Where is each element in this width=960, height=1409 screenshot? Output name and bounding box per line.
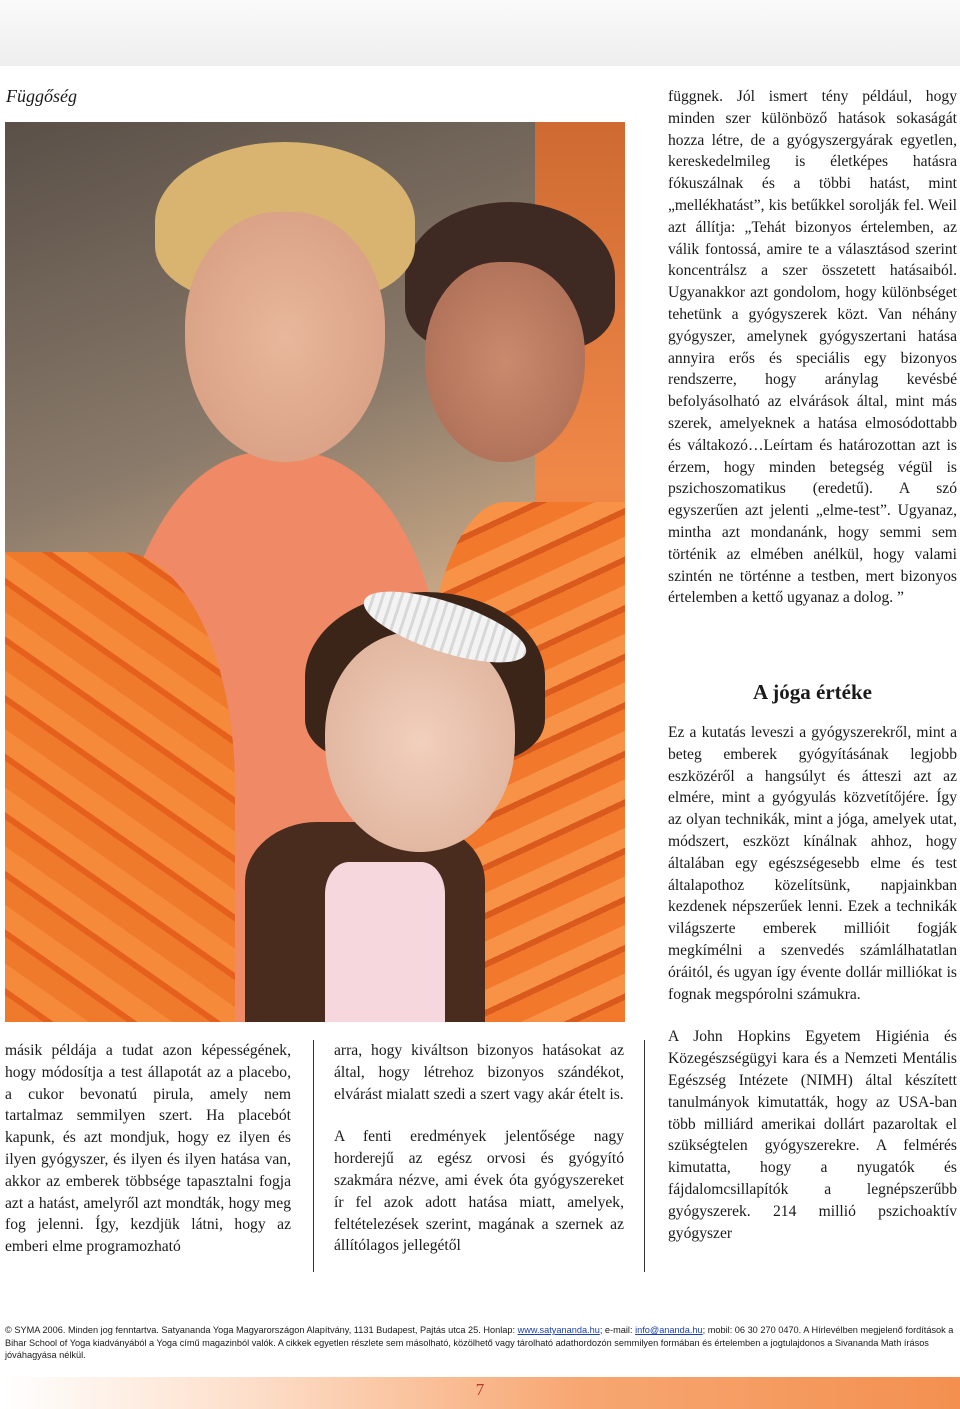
footer-text-3: ; mobil: 06 30 270 0470. A Hírlevélben megjelenő fordítások a Bihar School of Yoga kiadványából a Yoga című magazinból valók. A cikkek egyetlen részlete sem másolható, közölhető vagy tárolható adathordozón semmilyen formában és értelemben a jogtulajdonos a Sivananda Math írásos jóváhagyása nélkül. bbox=[5, 1325, 954, 1360]
footer-copyright bbox=[5, 1324, 955, 1362]
column-3-top bbox=[668, 86, 957, 609]
photo-woman-right-face bbox=[425, 262, 585, 462]
header-band bbox=[0, 0, 960, 66]
website-link[interactable]: www.satyananda.hu bbox=[517, 1325, 600, 1335]
footer-text-1: © SYMA 2006. Minden jog fenntartva. Satyananda Yoga Magyarországon Alapítvány, 1131 Budapest, Pajtás utca 25. Honlap: bbox=[5, 1325, 518, 1335]
column-2 bbox=[334, 1040, 624, 1257]
email-link[interactable]: info@ananda.hu bbox=[635, 1325, 703, 1335]
column-2-paragraph-2: A fenti eredmények jelentősége nagy horderejű az egész orvosi és gyógyító szakmára nézve, ami évek óta gyógyszereket ír fel azok adott hatása miatt, amelyek, feltételezések szerint, magának a szernek az állítólagos jellegétől bbox=[334, 1128, 624, 1255]
photo-child-shirt bbox=[325, 862, 445, 1022]
photo-child-face bbox=[325, 632, 515, 852]
column-divider bbox=[313, 1040, 314, 1272]
section-heading: A jóga értéke bbox=[753, 680, 872, 704]
photo-shawl-left bbox=[5, 552, 235, 1022]
column-3-paragraph-3: A John Hopkins Egyetem Higiénia és Közegészségügyi kara és a Nemzeti Mentális Egészség Intézete (NIMH) által készített tanulmányok kimutatták, hogy az USA-ban több milliárd amerikai dollárt pazaroltak el szükségtelen gyógyszerekre. A felmérés kimutatta, hogy a nyugatók és fájdalomcsillapítók a legnépszerűbb gyógyszerek. 214 millió pszichoaktív gyógyszer bbox=[668, 1028, 957, 1242]
photo bbox=[5, 122, 625, 1022]
page-number: 7 bbox=[475, 1380, 485, 1399]
footer-text-2: ; e-mail: bbox=[599, 1325, 636, 1335]
section-label: Függőség bbox=[6, 86, 77, 106]
photo-woman-face bbox=[185, 212, 385, 462]
column-2-paragraph-1: arra, hogy kiváltson bizonyos hatásokat az által, hogy létrehoz bizonyos szándékot, elvárást mialatt szedi a szert vagy akár ételt is. bbox=[334, 1042, 624, 1103]
column-divider bbox=[644, 1040, 645, 1272]
column-3-paragraph-1: függnek. Jól ismert tény például, hogy minden szer különböző hatások sokaságát hozza létre, de a gyógyszergyárak egyetlen, kereskedelmileg is életképes hatásra fókuszálnak és a többi hatást, mint „mellékhatást”, kis betűkkel sorolják fel. Weil azt állítja: „Tehát bizonyos értelemben, az válik fontossá, amire te a választásod szerint koncentrálsz a szer összetett hatásaiból. Ugyanakkor azt gondolom, hogy különbséget tehetünk a gyógyszerek közt. Van néhány gyógyszer, amelynek gyógyszertani hatása annyira erős és speciális egy bizonyos rendszerre, hogy aránylag kevésbé befolyásolható az elvárások által, mint más szerek, amelyeknek a hatása elmosódottabb és váltakozó…Leírtam és határozottan azt is érzem, hogy minden betegség végül is pszichoszomatikus (eredetű). A szó egyszerűen azt jelenti „elme-test”. Ugyanaz, mintha azt mondanánk, hogy semmi sem történik az elmében anélkül, hogy valami szintén ne történne a testben, mert bizonyos értelemben a kettő ugyanaz a dolog. ” bbox=[668, 88, 957, 607]
column-1 bbox=[5, 1040, 291, 1258]
column-3-paragraph-2: Ez a kutatás leveszi a gyógyszerekről, mint a beteg emberek gyógyításának legjobb eszközéről a hangsúlyt és átteszi azt az elmére, mint a gyógyulás közvetítőjére. Így az olyan technikák, mint a jóga, amelyek utat, módszert, eszközt kínálnak ahhoz, hogy általában egy egészségesebb elme és test általapothoz közelítsünk, napjainkban kezdenek népszerűek lenni. Ezek a technikák világszerte emberek millióit fogják megkímélni a szenvedés számlálhatatlan óráitól, és ugyan így évente dollár milliókat is fognak megspórolni számukra. bbox=[668, 724, 957, 1003]
column-3-bottom bbox=[668, 722, 957, 1244]
column-1-paragraph: másik példája a tudat azon képességének, hogy módosítja a test állapotát az a placebo, a cukor bevonatú pirula, amely nem tartalmaz semmilyen szert. Ha placebót kapunk, és azt mondjuk, hogy ez ilyen és ilyen gyógyszer, és ilyen és ilyen hatása van, akkor az emberek többsége tapasztalni fogja azt a hatást, amelyről azt mondták, hogy meg fog jelenni. Így, kezdjük látni, hogy az emberi elme programozható bbox=[5, 1042, 291, 1256]
